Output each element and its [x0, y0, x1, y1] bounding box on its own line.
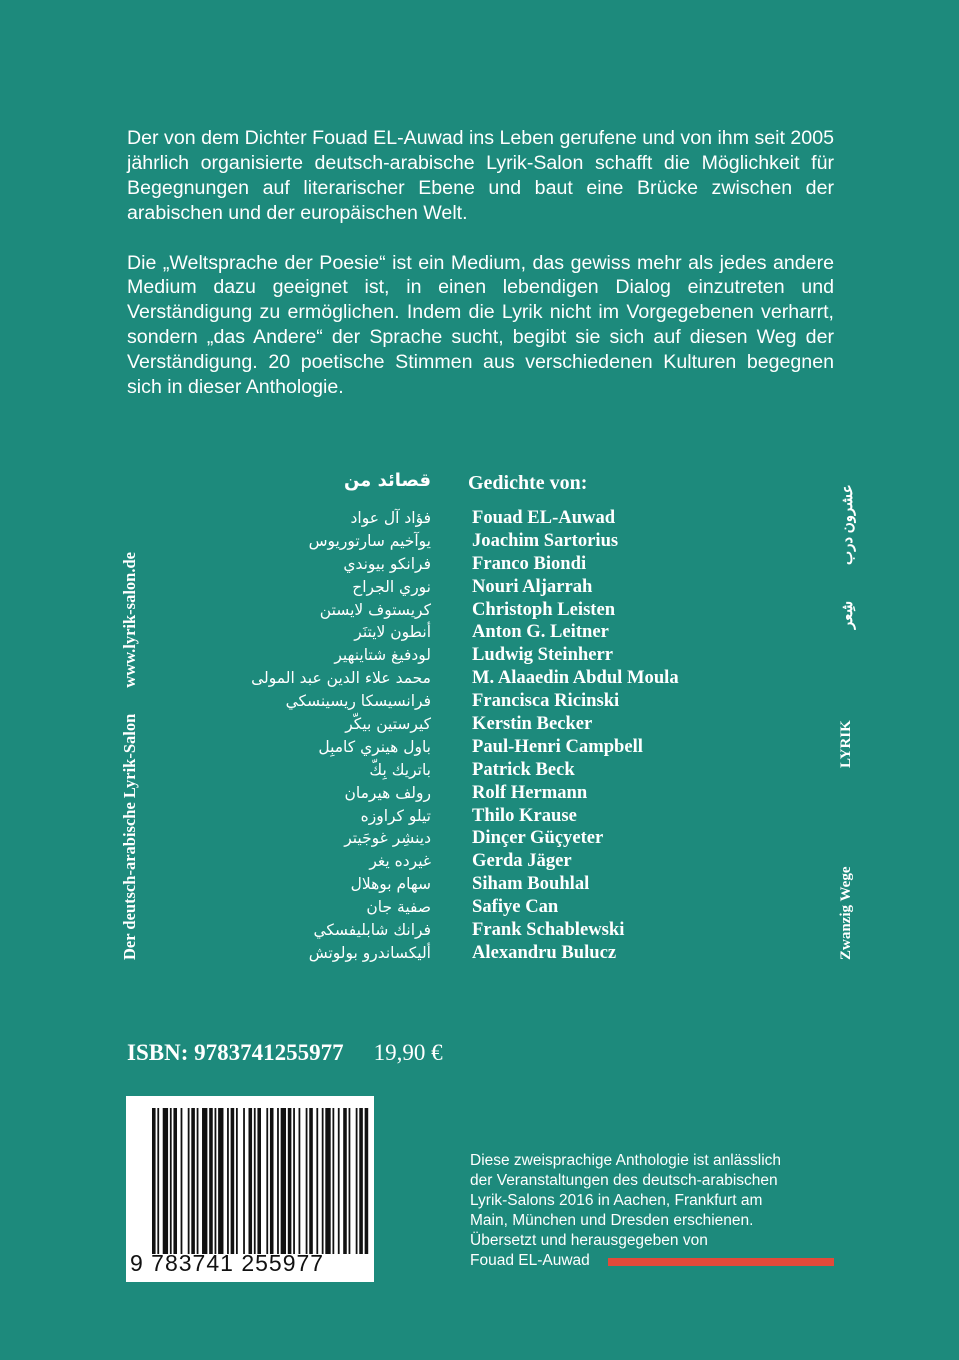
- barcode-bar: [306, 1108, 308, 1254]
- note-line: Übersetzt und herausgegeben von: [470, 1232, 708, 1249]
- poet-name-german: Thilo Krause: [472, 804, 577, 826]
- barcode-bar: [322, 1108, 324, 1254]
- list-item: [0, 553, 959, 576]
- barcode-bar: [309, 1108, 313, 1254]
- barcode-bar: [288, 1108, 292, 1254]
- spine-right-de-title: Zwanzig Wege: [838, 866, 854, 960]
- barcode: [126, 1096, 374, 1282]
- barcode-bar: [332, 1108, 334, 1254]
- spine-right-ar-title: عشرون درب: [840, 484, 856, 565]
- poet-name-arabic: نوري الجراح: [352, 577, 431, 596]
- intro-paragraph-2: Die „Weltsprache der Poesie“ ist ein Medium, das gewiss mehr als jedes andere Medium dazu geeignet ist, in einen lebendigen Dialog einzutreten und Verständigung zu ermöglichen. Indem die Lyrik nicht im Vorgegebenen verharrt, sondern „das Andere“ der Sprache sucht, begibt sie sich auf diesen Weg der Verständigung. 20 poetische Stimmen aus verschiedenen Kulturen begegnen sich in dieser Anthologie.: [127, 251, 834, 399]
- barcode-bar: [299, 1108, 301, 1254]
- list-item: [0, 850, 959, 873]
- note-line: Lyrik-Salons 2016 in Aachen, Frankfurt am: [470, 1192, 763, 1209]
- poet-name-german: Alexandru Bulucz: [472, 941, 617, 963]
- list-item: [0, 599, 959, 622]
- poet-name-arabic: باول هينري كامبِل: [318, 737, 431, 756]
- barcode-bars: [152, 1108, 370, 1254]
- barcode-bar: [281, 1108, 286, 1254]
- poet-name-arabic: رولف هيرمان: [344, 783, 431, 802]
- poet-name-german: Rolf Hermann: [472, 781, 588, 803]
- poet-name-arabic: دينشِر غوجَيتر: [344, 829, 431, 848]
- isbn-line: [127, 1040, 443, 1066]
- poet-name-german: Christoph Leisten: [472, 598, 616, 620]
- list-item: [0, 576, 959, 599]
- barcode-bar: [338, 1108, 340, 1254]
- barcode-bar: [152, 1108, 156, 1254]
- list-item: [0, 690, 959, 713]
- barcode-bar: [365, 1108, 369, 1254]
- poet-name-german: Patrick Beck: [472, 758, 575, 780]
- barcode-bar: [243, 1108, 245, 1254]
- list-item: [0, 759, 959, 782]
- note-line: Main, München und Dresden erschienen.: [470, 1212, 754, 1229]
- list-item: [0, 644, 959, 667]
- spine-left-title: Der deutsch-arabische Lyrik-Salon: [120, 713, 139, 960]
- barcode-bar: [248, 1108, 252, 1254]
- poet-name-arabic: فرانكو بيوندي: [343, 554, 431, 573]
- list-item: [0, 805, 959, 828]
- barcode-bar: [218, 1108, 223, 1254]
- barcode-bar: [157, 1108, 159, 1254]
- poet-name-arabic: سهام بوهلال: [350, 875, 431, 894]
- poet-name-arabic: أنطون لايتنَر: [354, 623, 431, 642]
- poets-list: [0, 507, 959, 965]
- poet-name-german: Siham Bouhlal: [472, 873, 590, 895]
- list-item: [0, 873, 959, 896]
- poet-name-german: Dinçer Güçyeter: [472, 827, 604, 849]
- poet-name-arabic: فرانسيسكا ريسينسكي: [285, 692, 431, 711]
- barcode-bar: [254, 1108, 256, 1254]
- barcode-bar: [349, 1108, 351, 1254]
- note-line: Diese zweisprachige Anthologie ist anlässlich: [470, 1152, 782, 1169]
- barcode-bar: [188, 1108, 190, 1254]
- poet-name-arabic: فرانك شابليفسكي: [313, 921, 431, 940]
- barcode-bar: [343, 1108, 347, 1254]
- poet-name-arabic: محمد علاء الدين عبد المولى: [251, 669, 431, 688]
- barcode-digits: 9 783741 255977: [130, 1250, 325, 1276]
- barcode-bar: [293, 1108, 295, 1254]
- poet-name-german: Francisca Ricinski: [472, 690, 620, 712]
- spine-right-ar-genre: شِعر: [840, 600, 856, 629]
- poet-name-german: Anton G. Leitner: [472, 621, 609, 643]
- spine-right-genre: LYRIK: [838, 720, 854, 768]
- poet-name-german: Franco Biondi: [472, 552, 587, 574]
- barcode-bar: [173, 1108, 177, 1254]
- barcode-bar: [266, 1108, 268, 1254]
- list-item: [0, 827, 959, 850]
- poet-name-arabic: أليكساندرو بولوتش: [308, 943, 431, 962]
- poet-name-german: Fouad EL-Auwad: [472, 507, 616, 528]
- barcode-bar: [236, 1108, 238, 1254]
- barcode-bar: [227, 1108, 229, 1254]
- poet-name-german: Safiye Can: [472, 896, 559, 918]
- barcode-bar: [209, 1108, 213, 1254]
- barcode-bar: [191, 1108, 195, 1254]
- isbn-number: 9783741255977: [194, 1040, 344, 1065]
- list-item: [0, 919, 959, 942]
- barcode-bar: [359, 1108, 363, 1254]
- poet-name-arabic: تيلو كراوزه: [360, 806, 431, 825]
- poet-name-arabic: لودفيغ شتاينهير: [334, 646, 431, 665]
- list-item: [0, 736, 959, 759]
- poets-heading-arabic: قصائد من: [343, 470, 431, 491]
- barcode-bar: [163, 1108, 168, 1254]
- poet-name-german: Gerda Jäger: [472, 850, 572, 872]
- barcode-bar: [231, 1108, 235, 1254]
- intro-paragraph-1: Der von dem Dichter Fouad EL-Auwad ins Leben gerufene und von ihm seit 2005 jährlich organisierte deutsch-arabische Lyrik-Salon schafft die Möglichkeit für Begegnungen auf literarischer Ebene und baut eine Brücke zwischen der arabischen und der europäischen Welt.: [127, 127, 834, 224]
- barcode-bar: [197, 1108, 199, 1254]
- barcode-bar: [170, 1108, 172, 1254]
- poet-name-arabic: صفية جان: [366, 898, 431, 917]
- publication-note: [470, 1151, 832, 1271]
- poet-name-arabic: يوآخيم سارتوريوس: [308, 531, 431, 550]
- poet-name-arabic: غيرده يغر: [369, 852, 431, 871]
- intro-text: [127, 126, 834, 425]
- poet-name-german: Paul-Henri Campbell: [472, 735, 643, 757]
- barcode-bar: [181, 1108, 183, 1254]
- poet-name-arabic: كريستوف لايستن: [319, 600, 431, 619]
- note-line: Fouad EL-Auwad: [470, 1252, 590, 1269]
- note-line: der Veranstaltungen des deutsch-arabischen: [470, 1172, 778, 1189]
- poet-name-german: Ludwig Steinherr: [472, 644, 614, 666]
- spine-left-url[interactable]: www.lyrik-salon.de: [120, 552, 139, 688]
- barcode-bar: [202, 1108, 207, 1254]
- barcode-bar: [270, 1108, 274, 1254]
- list-item: [0, 713, 959, 736]
- barcode-bar: [257, 1108, 261, 1254]
- poet-name-arabic: فؤاد آل عواد: [350, 509, 431, 527]
- poets-heading-german: Gedichte von:: [468, 472, 588, 494]
- list-item: [0, 621, 959, 644]
- barcode-bar: [325, 1108, 330, 1254]
- list-item: [0, 782, 959, 805]
- poet-name-arabic: باتريك بِكّ: [369, 760, 431, 779]
- barcode-bar: [215, 1108, 217, 1254]
- accent-bar: [608, 1258, 834, 1266]
- barcode-bar: [356, 1108, 358, 1254]
- poet-name-german: Kerstin Becker: [472, 713, 593, 735]
- poet-name-german: M. Alaaedin Abdul Moula: [472, 667, 679, 689]
- list-item: [0, 667, 959, 690]
- poet-name-german: Joachim Sartorius: [472, 529, 619, 551]
- barcode-bar: [277, 1108, 279, 1254]
- list-item: [0, 942, 959, 965]
- barcode-bar: [316, 1108, 318, 1254]
- poet-name-arabic: كيرستين بيكّر: [345, 715, 431, 734]
- price: 19,90 €: [373, 1040, 443, 1065]
- list-item: [0, 507, 959, 530]
- isbn-label: ISBN: 9783741255977: [127, 1040, 344, 1065]
- poet-name-german: Frank Schablewski: [472, 919, 625, 941]
- list-item: [0, 896, 959, 919]
- list-item: [0, 530, 959, 553]
- poet-name-german: Nouri Aljarrah: [472, 575, 593, 597]
